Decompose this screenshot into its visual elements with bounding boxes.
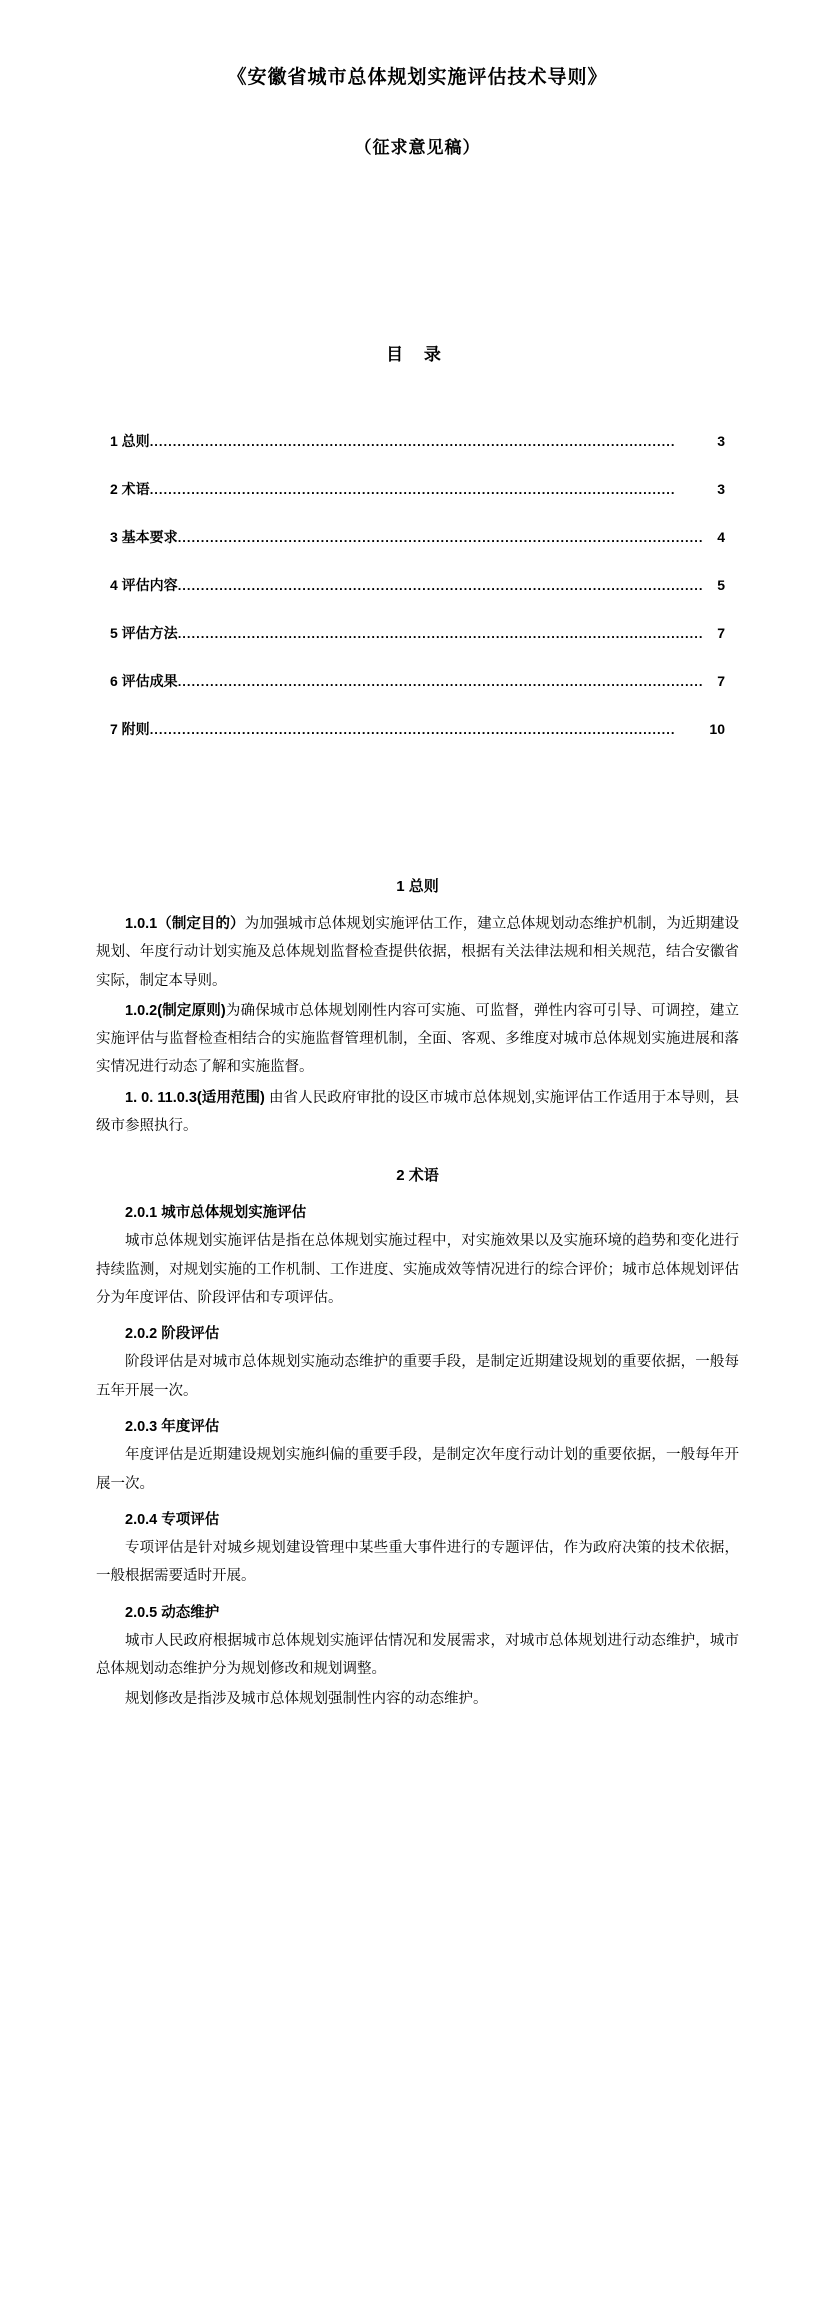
document-title: 《安徽省城市总体规划实施评估技术导则》	[227, 67, 608, 88]
term-2-0-2	[96, 1320, 739, 1405]
toc-leader-dots: ..................................................................................................................	[149, 482, 676, 497]
toc-entry-page: 5	[717, 577, 725, 593]
spacer	[96, 767, 739, 875]
toc-entry-page: 4	[717, 529, 725, 545]
term-text: 阶段评估是对城市总体规划实施动态维护的重要手段，是制定近期建设规划的重要依据，一般每五年开展一次。	[96, 1354, 739, 1399]
paragraph-1-0-2	[96, 997, 739, 1082]
toc-entry-label: 2 术语	[110, 481, 150, 497]
section-1	[96, 875, 739, 1140]
term-title: 2.0.1 城市总体规划实施评估	[125, 1205, 307, 1222]
term-text: 城市人民政府根据城市总体规划实施评估情况和发展需求，对城市总体规划进行动态维护，城市总体规划动态维护分为规划修改和规划调整。	[96, 1632, 739, 1678]
toc-leader-dots: ..................................................................................................................	[177, 530, 704, 545]
document-subtitle: （征求意见稿）	[354, 138, 481, 157]
toc-entry-label: 7 附则	[110, 721, 150, 737]
toc-entry-page: 7	[717, 625, 725, 641]
toc-entry-label: 4 评估内容	[110, 577, 178, 593]
toc-entry-page: 7	[717, 673, 725, 689]
paragraph-1-0-3	[96, 1084, 739, 1141]
toc-leader-dots: ..................................................................................................................	[149, 434, 676, 449]
toc-entry-label: 3 基本要求	[110, 529, 178, 545]
toc-entry-label: 6 评估成果	[110, 673, 178, 689]
toc-entry[interactable]	[110, 575, 725, 595]
toc-heading: 目 录	[386, 345, 449, 364]
paragraph-lead: 1. 0. 11.0.3(适用范围)	[125, 1089, 265, 1106]
spacer	[96, 1142, 739, 1164]
toc-entry[interactable]	[110, 527, 725, 547]
term-2-0-4	[96, 1506, 739, 1591]
paragraph-lead: 1.0.2(制定原则)	[125, 1002, 226, 1019]
section-2	[96, 1164, 739, 1714]
toc-leader-dots: ..................................................................................................................	[177, 626, 704, 641]
toc-entry-page: 10	[709, 721, 725, 737]
term-title: 2.0.3 年度评估	[125, 1418, 220, 1435]
table-of-contents	[96, 431, 739, 739]
paragraph-text: 为确保城市总体规划刚性内容可实施、可监督，弹性内容可引导、可调控，建立实施评估与监督检查相结合的实施监督管理机制，全面、客观、多维度对城市总体规划实施进展和落实情况进行动态了解和实施监督。	[96, 1002, 739, 1076]
paragraph-text: 由省人民政府审批的设区市城市总体规划,实施评估工作适用于本导则，县级市参照执行。	[96, 1089, 739, 1134]
toc-entry-page: 3	[717, 433, 725, 449]
term-text: 城市总体规划实施评估是指在总体规划实施过程中，对实施效果以及实施环境的趋势和变化进行持续监测，对规划实施的工作机制、工作进度、实施成效等情况进行的综合评价；城市总体规划评估分为年度评估、阶段评估和专项评估。	[96, 1233, 739, 1306]
toc-entry[interactable]	[110, 719, 725, 739]
term-2-0-5	[96, 1599, 739, 1714]
toc-entry-label: 1 总则	[110, 433, 150, 449]
term-title: 2.0.5 动态维护	[125, 1604, 220, 1621]
term-2-0-1	[96, 1199, 739, 1312]
toc-entry-label: 5 评估方法	[110, 625, 178, 641]
toc-leader-dots: ..................................................................................................................	[177, 674, 704, 689]
toc-entry[interactable]	[110, 623, 725, 643]
paragraph-lead: 1.0.1（制定目的）	[125, 916, 245, 932]
paragraph-1-0-1	[96, 910, 739, 995]
toc-leader-dots: ..................................................................................................................	[177, 578, 704, 593]
term-text: 规划修改是指涉及城市总体规划强制性内容的动态维护。	[125, 1691, 488, 1708]
term-title: 2.0.2 阶段评估	[125, 1326, 220, 1343]
term-2-0-3	[96, 1413, 739, 1498]
term-text: 年度评估是近期建设规划实施纠偏的重要手段，是制定次年度行动计划的重要依据，一般每年开展一次。	[96, 1447, 739, 1492]
toc-entry-page: 3	[717, 481, 725, 497]
toc-entry[interactable]	[110, 431, 725, 451]
toc-entry[interactable]	[110, 479, 725, 499]
toc-leader-dots: ..................................................................................................................	[149, 722, 676, 737]
paragraph-text: 为加强城市总体规划实施评估工作，建立总体规划动态维护机制，为近期建设规划、年度行动计划实施及总体规划监督检查提供依据，根据有关法律法规和相关规范，结合安徽省实际，制定本导则。	[96, 916, 740, 989]
term-text: 专项评估是针对城乡规划建设管理中某些重大事件进行的专题评估，作为政府决策的技术依据，一般根据需要适时开展。	[96, 1540, 739, 1585]
toc-entry[interactable]	[110, 671, 725, 691]
section-1-heading: 1 总则	[396, 878, 439, 895]
term-title: 2.0.4 专项评估	[125, 1511, 220, 1528]
section-2-heading: 2 术语	[396, 1167, 439, 1185]
